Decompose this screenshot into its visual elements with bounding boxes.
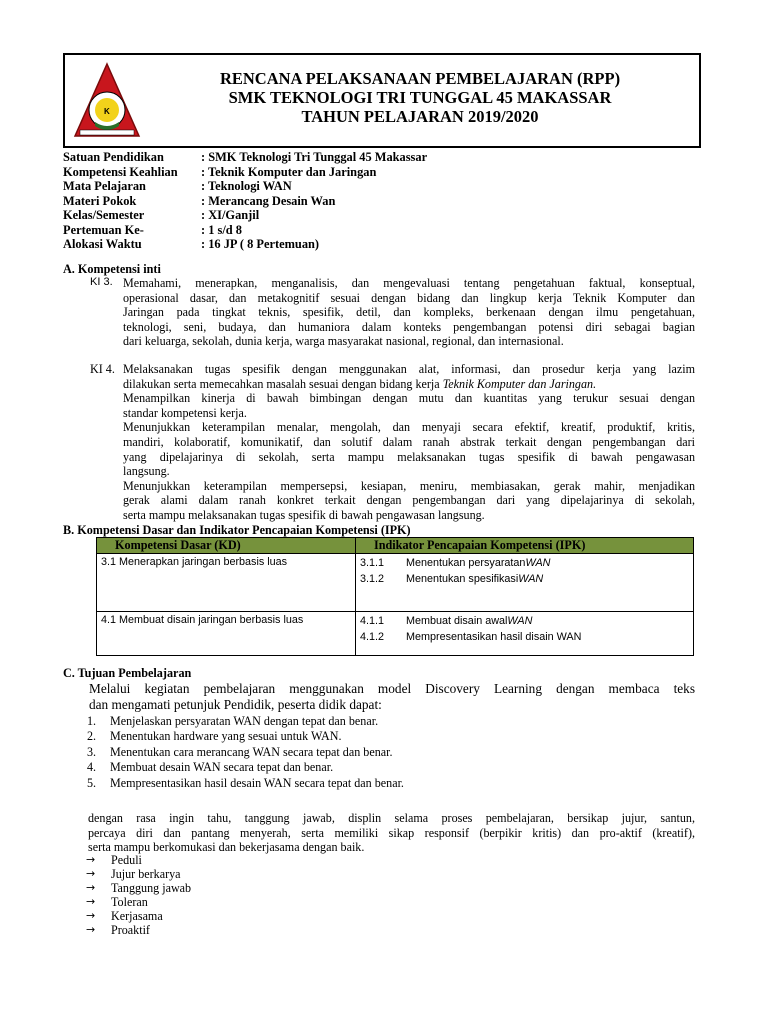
col-kd-header: Kompetensi Dasar (KD) — [97, 538, 356, 554]
ipk-item — [360, 572, 689, 588]
ki3-label: KI 3. — [90, 276, 113, 288]
ipk-text: Menentukan spesifikasi — [406, 572, 519, 585]
list-text: Membuat desain WAN secara tepat dan benar. — [110, 760, 334, 775]
identity-label: Materi Pokok — [63, 193, 137, 208]
ki4-line: yang dipelajarinya di sekolah, serta mampu melaksanakan tugas spesifik di bawah pengawasan — [123, 449, 695, 464]
logo-initials: K — [104, 107, 110, 116]
list-item — [87, 760, 404, 775]
identity-label: Kelas/Semester — [63, 208, 145, 222]
section-c-intro — [89, 681, 695, 713]
identity-label: Satuan Pendidikan — [63, 150, 164, 164]
identity-row — [63, 194, 427, 209]
identity-value: : Teknik Komputer dan Jaringan — [201, 164, 377, 179]
list-text: Tanggung jawab — [111, 881, 192, 896]
ipk-number: 4.1.2 — [360, 630, 385, 643]
ki3-line: operasional dasar, dan metakognitif sesuai dengan bidang dan lingkup kerja Teknik Komputer dan — [123, 290, 695, 305]
identity-block — [63, 150, 427, 252]
ki4-line — [123, 377, 695, 392]
list-text: Menjelaskan persyaratan WAN dengan tepat dan benar. — [110, 714, 379, 728]
list-number: 1. — [87, 714, 97, 728]
intro-line: Melalui kegiatan pembelajaran menggunakan model Discovery Learning dengan membaca teks — [89, 681, 695, 696]
ki3-line: teknologi, seni, budaya, dan humaniora dalam konteks pengembangan potensi diri sebagai bagian — [123, 319, 695, 334]
doc-title-line3: TAHUN PELAJARAN 2019/2020 — [301, 107, 539, 126]
intro-line: dan mengamati petunjuk Pendidik, peserta didik dapat: — [89, 697, 382, 712]
list-text: Menentukan cara merancang WAN secara tepat dan benar. — [110, 744, 393, 759]
identity-row — [63, 165, 427, 180]
list-number: 5. — [87, 775, 97, 790]
identity-row — [63, 237, 427, 252]
ipk-number: 3.1.2 — [360, 572, 385, 585]
identity-value: : Teknologi WAN — [201, 179, 292, 193]
ki4-text — [123, 362, 695, 523]
arrow-icon: → — [86, 853, 96, 866]
list-item — [87, 776, 404, 791]
ki3-text — [123, 276, 695, 349]
ipk-number: 4.1.1 — [360, 615, 385, 627]
section-a-heading: A. Kompetensi inti — [63, 262, 161, 276]
arrow-icon: → — [86, 867, 96, 881]
ipk-item — [360, 614, 689, 630]
attitude-line: dengan rasa ingin tahu, tanggung jawab, displin selama proses pembelajaran, bersikap jujur, santun, — [88, 811, 695, 825]
goals-list — [87, 714, 404, 791]
list-item — [86, 895, 191, 909]
list-text: Kerjasama — [111, 909, 163, 924]
list-text: Toleran — [111, 895, 148, 910]
list-item — [86, 923, 191, 937]
ki4-line: langsung. — [123, 464, 170, 479]
list-number: 2. — [87, 729, 97, 744]
logo-number: 45 — [117, 78, 128, 88]
ki4-line: standar kompetensi kerja. — [123, 405, 247, 420]
ipk-text-italic: WAN — [518, 572, 544, 585]
list-text: Proaktif — [111, 923, 150, 938]
ipk-item — [360, 630, 689, 646]
attitude-line: percaya diri dan pantang menyerah, serta memiliki sikap responsif (berpikir kritis) dan pro-aktif (kreatif), — [88, 825, 695, 840]
list-item — [86, 881, 191, 895]
arrow-icon: → — [86, 895, 96, 909]
list-item — [87, 745, 404, 760]
identity-row — [63, 179, 427, 194]
ipk-text-italic: WAN — [525, 557, 551, 569]
attitude-line: serta mampu berkomukasi dan bekerjasama dengan baik. — [88, 840, 365, 855]
list-number: 3. — [87, 744, 97, 759]
kd-cell: 3.1 Menerapkan jaringan berbasis luas — [97, 554, 356, 612]
ki4-line: gerak alami dalam ranah konkret terkait dengan pengembangan dari yang dipelajarinya di sekolah, — [123, 493, 695, 508]
identity-row — [63, 223, 427, 238]
section-b-heading: B. Kompetensi Dasar dan Indikator Pencapaian Kompetensi (IPK) — [63, 523, 411, 537]
ipk-text: Membuat disain awal — [406, 615, 508, 627]
ki4-line: Menampilkan kinerja di bawah bimbingan dengan mutu dan kuantitas yang terukur sesuai dengan — [123, 391, 695, 406]
ki3-line: dari keluarga, sekolah, dunia kerja, warga masyarakat nasional, regional, dan internasional. — [123, 334, 564, 349]
ki4-line: Menunjukkan keterampilan mempersepsi, kesiapan, meniru, membiasakan, gerak mahir, menjadikan — [123, 478, 695, 493]
doc-title-line1: RENCANA PELAKSANAAN PEMBELAJARAN (RPP) — [219, 69, 621, 88]
arrow-icon: → — [86, 881, 96, 895]
ki4-line: serta mampu melaksanakan tugas spesifik di bawah pengawasan langsung. — [123, 507, 485, 522]
ipk-text: Mempresentasikan hasil disain WAN — [406, 630, 582, 643]
identity-value: : XI/Ganjil — [201, 208, 260, 222]
arrow-icon: → — [86, 909, 96, 923]
ki4-line-italic: Teknik Komputer dan Jaringan. — [442, 376, 597, 391]
identity-label: Alokasi Waktu — [63, 237, 142, 251]
list-number: 4. — [87, 760, 97, 775]
school-logo — [72, 60, 142, 140]
ipk-number: 3.1.1 — [360, 557, 385, 569]
identity-value: : 16 JP ( 8 Pertemuan) — [201, 237, 320, 251]
ipk-text-italic: WAN — [507, 615, 533, 627]
arrow-icon: → — [86, 923, 96, 937]
ki3-line: Memahami, menerapkan, menganalisis, dan mengevaluasi tentang pengetahuan faktual, konseptual, — [123, 276, 695, 290]
identity-row — [63, 208, 427, 223]
col-ipk-header: Indikator Pencapaian Kompetensi (IPK) — [356, 538, 694, 554]
list-item — [87, 729, 404, 744]
table-header-row — [97, 538, 694, 554]
ki4-line: mandiri, kolaboratif, komunikatif, dan solutif dalam ranah abstrak terkait dengan pengembangan dari — [123, 434, 695, 449]
identity-label: Pertemuan Ke- — [63, 222, 144, 237]
table-row — [97, 612, 694, 656]
identity-value: : Merancang Desain Wan — [201, 193, 336, 208]
list-item — [87, 714, 404, 729]
list-text: Jujur berkarya — [111, 867, 181, 882]
section-c-heading: C. Tujuan Pembelajaran — [63, 666, 192, 680]
identity-label: Mata Pelajaran — [63, 179, 146, 193]
list-item — [86, 867, 191, 881]
ki4-label: KI 4. — [90, 362, 115, 376]
list-item — [86, 909, 191, 923]
kd-ipk-table — [96, 537, 694, 656]
list-item — [86, 853, 191, 867]
attitude-paragraph — [88, 811, 695, 855]
identity-label: Kompetensi Keahlian — [63, 164, 178, 179]
ki4-line: Menunjukkan keterampilan menalar, mengolah, dan menyaji secara efektif, kreatif, produktif, kritis, — [123, 420, 695, 435]
doc-title-line2: SMK TEKNOLOGI TRI TUNGGAL 45 MAKASSAR — [228, 88, 612, 107]
ki3-line: Jaringan pada tingkat teknis, spesifik, detil, dan kompleks, berkenaan dengan ilmu pengetahuan, — [123, 305, 695, 320]
identity-value: : 1 s/d 8 — [201, 222, 242, 237]
table-row — [97, 554, 694, 612]
kd-cell: 4.1 Membuat disain jaringan berbasis luas — [97, 612, 356, 656]
ipk-item — [360, 556, 689, 572]
ipk-text: Menentukan persyaratan — [406, 557, 526, 569]
ipk-cell — [356, 554, 694, 612]
list-text: Peduli — [111, 853, 142, 867]
list-text: Mempresentasikan hasil desain WAN secara tepat dan benar. — [110, 775, 404, 790]
values-list — [86, 853, 191, 938]
ki4-line: Melaksanakan tugas spesifik dengan menggunakan alat, informasi, dan prosedur kerja yang lazim — [123, 362, 695, 376]
identity-row — [63, 150, 427, 165]
ipk-cell — [356, 612, 694, 656]
identity-value: : SMK Teknologi Tri Tunggal 45 Makassar — [201, 150, 428, 164]
list-text: Menentukan hardware yang sesuai untuk WAN. — [110, 729, 342, 744]
ki4-line-text: dilakukan serta memecahkan masalah sesuai dengan bidang kerja — [123, 376, 443, 391]
